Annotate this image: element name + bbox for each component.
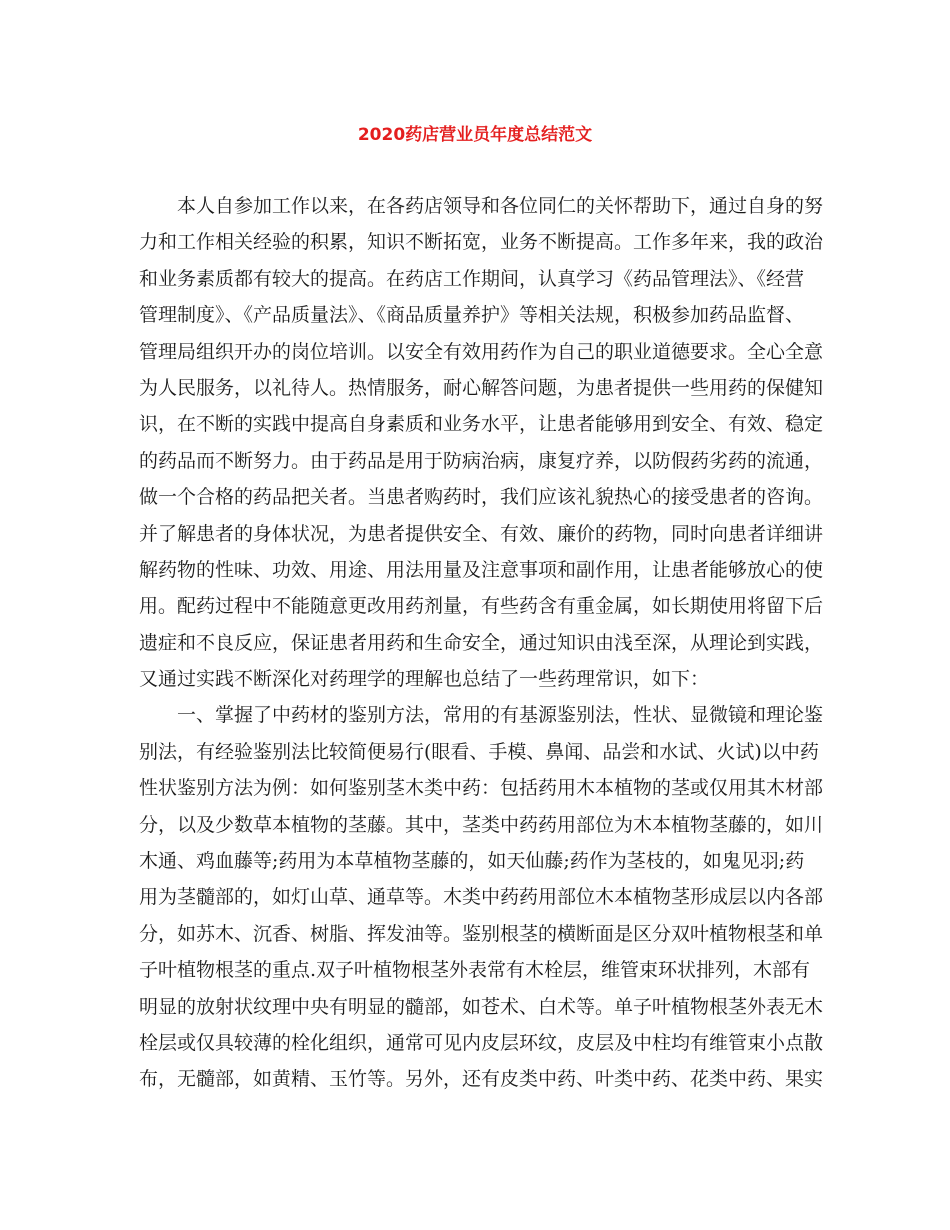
paragraph-line: 分，如苏木、沉香、树脂、挥发油等。鉴别根茎的横断面是区分双叶植物根茎和单: [139, 922, 824, 945]
paragraph-line: 布，无髓部，如黄精、玉竹等。另外，还有皮类中药、叶类中药、花类中药、果实: [139, 1068, 824, 1091]
paragraph-line: 做一个合格的药品把关者。当患者购药时，我们应该礼貌热心的接受患者的咨询。: [139, 486, 824, 509]
paragraph-line: 为人民服务，以礼待人。热情服务，耐心解答问题，为患者提供一些用药的保健知: [139, 376, 824, 399]
paragraph-line: 分，以及少数草本植物的茎藤。其中，茎类中药药用部位为木本植物茎藤的，如川: [139, 813, 824, 836]
paragraph-line: 识，在不断的实践中提高自身素质和业务水平，让患者能够用到安全、有效、稳定: [139, 413, 824, 436]
paragraph-line: 力和工作相关经验的积累，知识不断拓宽，业务不断提高。工作多年来，我的政治: [139, 231, 824, 254]
paragraph-line: 并了解患者的身体状况，为患者提供安全、有效、廉价的药物，同时向患者详细讲: [139, 522, 824, 545]
paragraph-line: 一、掌握了中药材的鉴别方法，常用的有基源鉴别法，性状、显微镜和理论鉴: [177, 704, 824, 727]
paragraph-line: 别法，有经验鉴别法比较简便易行(眼看、手模、鼻闻、品尝和水试、火试)以中药: [139, 740, 819, 763]
paragraph-line: 又通过实践不断深化对药理学的理解也总结了一些药理常识，如下：: [139, 668, 710, 691]
paragraph-line: 解药物的性味、功效、用途、用法用量及注意事项和副作用，让患者能够放心的使: [139, 558, 824, 581]
paragraph-line: 的药品而不断努力。由于药品是用于防病治病，康复疗养，以防假药劣药的流通，: [139, 449, 824, 472]
paragraph-line: 明显的放射状纹理中央有明显的髓部，如苍术、白术等。单子叶植物根茎外表无木: [139, 995, 824, 1018]
paragraph-line: 本人自参加工作以来，在各药店领导和各位同仁的关怀帮助下，通过自身的努: [177, 195, 824, 217]
paragraph-line: 木通、鸡血藤等;药用为本草植物茎藤的，如天仙藤;药作为茎枝的，如鬼见羽;药: [139, 850, 805, 873]
paragraph-line: 用为茎髓部的，如灯山草、通草等。木类中药药用部位木本植物茎形成层以内各部: [139, 886, 824, 909]
paragraph-line: 栓层或仅具较薄的栓化组织，通常可见内皮层环纹，皮层及中柱均有维管束小点散: [139, 1031, 824, 1054]
paragraph-line: 管理制度》、《产品质量法》、《商品质量养护》等相关法规，积极参加药品监督、: [139, 304, 805, 327]
paragraph-line: 性状鉴别方法为例：如何鉴别茎木类中药：包括药用木本植物的茎或仅用其木材部: [139, 777, 824, 800]
paragraph-line: 遗症和不良反应，保证患者用药和生命安全，通过知识由浅至深，从理论到实践，: [139, 631, 824, 654]
paragraph-line: 和业务素质都有较大的提高。在药店工作期间，认真学习《药品管理法》、《经营: [139, 267, 805, 290]
paragraph-line: 管理局组织开办的岗位培训。以安全有效用药作为自己的职业道德要求。全心全意: [139, 340, 824, 363]
document-title: 2020药店营业员年度总结范文: [357, 125, 593, 145]
paragraph-line: 用。配药过程中不能随意更改用药剂量，有些药含有重金属，如长期使用将留下后: [139, 595, 824, 618]
document-body: [139, 188, 825, 1098]
paragraph-line: 子叶植物根茎的重点.双子叶植物根茎外表常有木栓层，维管束环状排列，木部有: [139, 959, 811, 982]
